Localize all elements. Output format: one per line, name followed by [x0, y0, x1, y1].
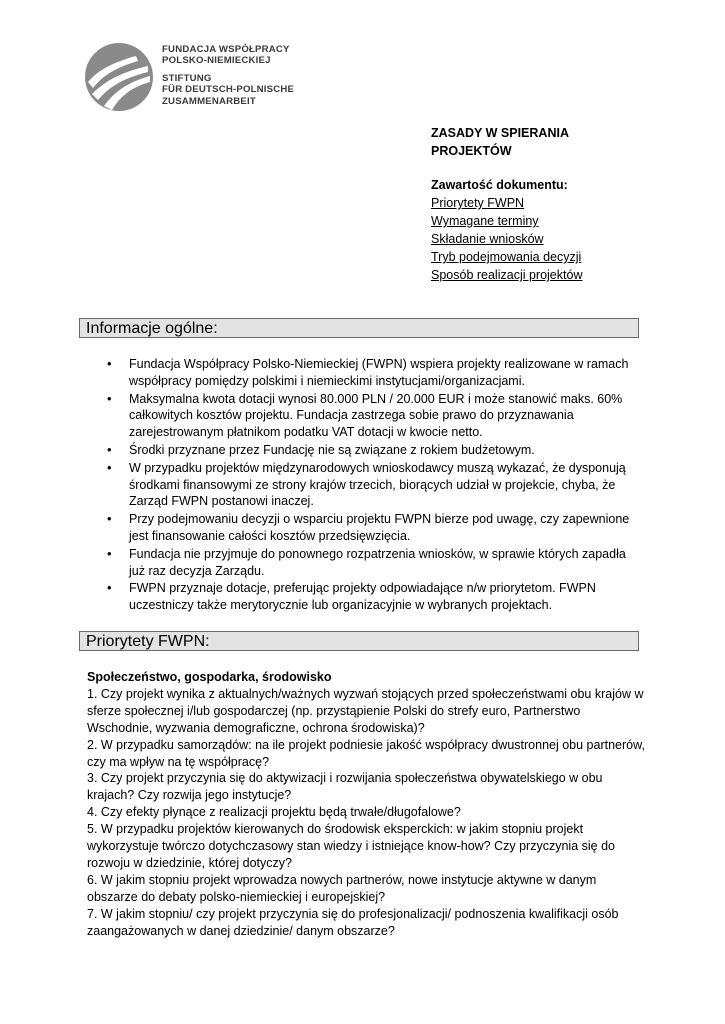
priorities-section	[87, 669, 647, 940]
section-heading-general: Informacje ogólne:	[79, 318, 639, 338]
list-item: • W przypadku projektów międzynarodowych wnioskodawcy muszą wykazać, że dysponują środkami finansowymi ze strony krajów trzecich, biorących udział w projekcie, chyba, że Zarząd FWPN postanowi inaczej.	[107, 460, 642, 510]
table-of-contents	[431, 194, 661, 284]
priority-item: 6. W jakim stopniu projekt wprowadza nowych partnerów, nowe instytucje aktywne w danym obszarze do debaty polsko-niemieckiej i europejskiej?	[87, 872, 597, 904]
priority-item: 2. W przypadku samorządów: na ile projekt podniesie jakość współpracy dwustronnej obu partnerów, czy ma wpływ na tę współpracę?	[87, 737, 645, 769]
logo-line: STIFTUNG	[162, 72, 212, 84]
logo-wordmark	[162, 44, 294, 107]
toc-link-priorities[interactable]: Priorytety FWPN	[431, 196, 525, 210]
toc-link-decision-mode[interactable]: Tryb podejmowania decyzji	[431, 250, 582, 264]
list-item: • Fundacja Współpracy Polsko-Niemieckiej (FWPN) wspiera projekty realizowane w ramach współpracy pomiędzy polskimi i niemieckimi instytucjami/organizacjami.	[107, 356, 642, 390]
document-title-line: ZASADY W SPIERANIA	[431, 126, 569, 140]
list-item: • FWPN przyznaje dotacje, preferując projekty odpowiadające n/w priorytetom. FWPN uczestniczy także merytorycznie lub organizacyjnie w wybranych projektach.	[107, 580, 642, 614]
document-header	[431, 124, 661, 284]
list-item: • Przy podejmowaniu decyzji o wsparciu projektu FWPN bierze pod uwagę, czy zapewnione jest finansowanie całości kosztów przedsięwzięcia.	[107, 511, 642, 545]
toc-label: Zawartość dokumentu:	[431, 178, 568, 192]
list-item: • Środki przyznane przez Fundację nie są związane z rokiem budżetowym.	[107, 442, 642, 459]
priority-item: 7. W jakim stopniu/ czy projekt przyczynia się do profesjonalizacji/ podnoszenia kwalifikacji osób zaangażowanych w danej dziedzinie/ danym obszarze?	[87, 906, 619, 938]
list-item: • Maksymalna kwota dotacji wynosi 80.000 PLN / 20.000 EUR i może stanowić maks. 60% całkowitych kosztów projektu. Fundacja zastrzega sobie prawo do przyznawania zarejestrowanym płatnikom podatku VAT dotacji w kwocie netto.	[107, 391, 642, 441]
document-title-line: PROJEKTÓW	[431, 144, 512, 158]
priority-item: 1. Czy projekt wynika z aktualnych/ważnych wyzwań stojących przed społeczeństwami obu krajów w sferze społecznej i/lub gospodarczej (np. przystąpienie Polski do strefy euro, Partnerstwo Wschodnie, wyzwania demograficzne, ochrona środowiska)?	[87, 686, 644, 735]
section-heading-priorities: Priorytety FWPN:	[79, 631, 639, 651]
toc-link-deadlines[interactable]: Wymagane terminy	[431, 214, 539, 228]
logo-line: POLSKO-NIEMIECKIEJ	[162, 55, 271, 67]
general-info-list	[107, 356, 642, 615]
priority-item: 3. Czy projekt przyczynia się do aktywizacji i rozwijania społeczeństwa obywatelskiego w obu krajach? Czy rozwija jego instytucje?	[87, 771, 603, 803]
toc-link-project-realization[interactable]: Sposób realizacji projektów	[431, 268, 583, 282]
document-title	[431, 124, 661, 160]
priorities-subheading: Społeczeństwo, gospodarka, środowisko	[87, 670, 332, 684]
toc-link-applications[interactable]: Składanie wniosków	[431, 232, 544, 246]
fwpn-logo	[84, 42, 324, 112]
list-item: • Fundacja nie przyjmuje do ponownego rozpatrzenia wniosków, w sprawie których zapadła już raz decyzja Zarządu.	[107, 546, 642, 580]
priority-item: 5. W przypadku projektów kierowanych do środowisk eksperckich: w jakim stopniu projekt wykorzystuje twórczo dotychczasowy stan wiedzy i istniejące know-how? Czy przyczynia się do rozwoju w dziedzinie, której dotyczy?	[87, 822, 615, 870]
foundation-logo-icon	[84, 42, 154, 112]
logo-line: ZUSAMMENARBEIT	[162, 95, 256, 107]
logo-line: FÜR DEUTSCH-POLNISCHE	[162, 84, 295, 96]
priority-item: 4. Czy efekty płynące z realizacji projektu będą trwałe/długofalowe?	[87, 805, 461, 820]
logo-line: FUNDACJA WSPÓŁPRACY	[162, 44, 290, 55]
